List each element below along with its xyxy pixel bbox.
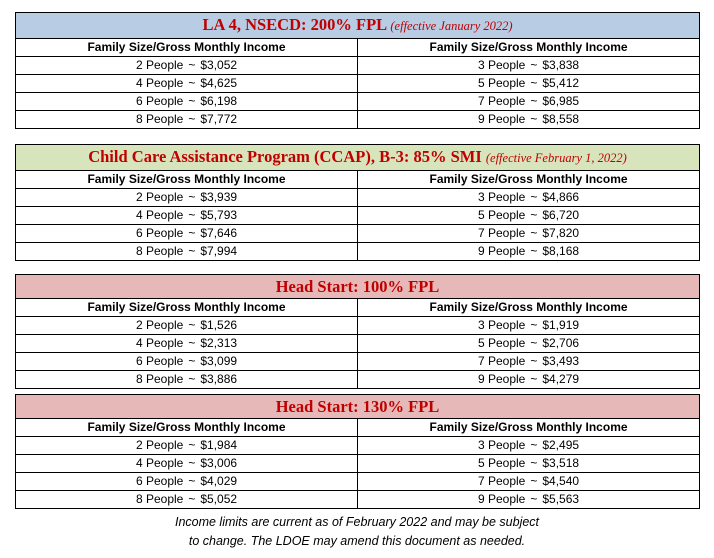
family-size: 6 People	[135, 226, 184, 240]
section-head-start-130	[15, 394, 699, 509]
family-size: 4 People	[135, 456, 184, 470]
tilde-separator: ~	[188, 112, 196, 126]
effective-date: (effective February 1, 2022)	[485, 151, 627, 165]
tilde-separator: ~	[530, 208, 538, 222]
column-header-row	[16, 39, 700, 57]
tilde-separator: ~	[188, 226, 196, 240]
income-amount: $5,052	[200, 492, 238, 506]
right-income-cell	[358, 437, 700, 455]
section-ccap	[15, 144, 699, 261]
tilde-separator: ~	[530, 456, 538, 470]
family-size: 9 People	[477, 492, 526, 506]
right-income-cell	[358, 75, 700, 93]
family-size: 8 People	[135, 112, 184, 126]
income-amount: $8,558	[542, 112, 580, 126]
tilde-separator: ~	[530, 190, 538, 204]
column-header-row	[16, 419, 700, 437]
column-header-left: Family Size/Gross Monthly Income	[16, 299, 358, 317]
income-amount: $1,919	[542, 318, 580, 332]
family-size: 2 People	[135, 58, 184, 72]
income-amount: $6,985	[542, 94, 580, 108]
section-title-row	[16, 275, 700, 299]
section-head-start-100	[15, 274, 699, 389]
tilde-separator: ~	[188, 208, 196, 222]
tilde-separator: ~	[530, 318, 538, 332]
family-size: 5 People	[477, 336, 526, 350]
family-size: 9 People	[477, 244, 526, 258]
family-size: 4 People	[135, 208, 184, 222]
footer-note	[0, 513, 714, 551]
tilde-separator: ~	[188, 94, 196, 108]
tilde-separator: ~	[188, 492, 196, 506]
section-title	[16, 275, 700, 299]
family-size: 6 People	[135, 94, 184, 108]
left-income-cell	[16, 189, 358, 207]
column-header-left: Family Size/Gross Monthly Income	[16, 39, 358, 57]
left-income-cell	[16, 57, 358, 75]
income-amount: $3,838	[542, 58, 580, 72]
family-size: 8 People	[135, 492, 184, 506]
tilde-separator: ~	[188, 336, 196, 350]
income-table	[15, 394, 700, 509]
income-amount: $3,939	[200, 190, 238, 204]
right-income-cell	[358, 57, 700, 75]
column-header-left: Family Size/Gross Monthly Income	[16, 419, 358, 437]
left-income-cell	[16, 437, 358, 455]
family-size: 2 People	[135, 190, 184, 204]
family-size: 5 People	[477, 76, 526, 90]
table-row	[16, 317, 700, 335]
income-amount: $3,493	[542, 354, 580, 368]
right-income-cell	[358, 455, 700, 473]
left-income-cell	[16, 93, 358, 111]
table-row	[16, 207, 700, 225]
income-amount: $2,495	[542, 438, 580, 452]
table-row	[16, 491, 700, 509]
right-income-cell	[358, 335, 700, 353]
tilde-separator: ~	[188, 354, 196, 368]
income-amount: $6,720	[542, 208, 580, 222]
income-amount: $3,099	[200, 354, 238, 368]
family-size: 9 People	[477, 372, 526, 386]
family-size: 7 People	[477, 474, 526, 488]
income-amount: $7,646	[200, 226, 238, 240]
right-income-cell	[358, 207, 700, 225]
tilde-separator: ~	[530, 372, 538, 386]
income-amount: $7,820	[542, 226, 580, 240]
income-amount: $3,052	[200, 58, 238, 72]
column-header-right: Family Size/Gross Monthly Income	[358, 419, 700, 437]
tilde-separator: ~	[188, 76, 196, 90]
tilde-separator: ~	[188, 372, 196, 386]
income-amount: $3,886	[200, 372, 238, 386]
effective-date: (effective January 2022)	[390, 19, 513, 33]
table-row	[16, 437, 700, 455]
tilde-separator: ~	[530, 336, 538, 350]
left-income-cell	[16, 207, 358, 225]
table-row	[16, 473, 700, 491]
tilde-separator: ~	[530, 354, 538, 368]
footer-line-2: to change. The LDOE may amend this document as needed.	[188, 534, 526, 548]
left-income-cell	[16, 371, 358, 389]
family-size: 8 People	[135, 244, 184, 258]
section-title-text: Head Start: 130% FPL	[275, 397, 440, 416]
left-income-cell	[16, 353, 358, 371]
family-size: 5 People	[477, 456, 526, 470]
right-income-cell	[358, 473, 700, 491]
section-title	[16, 13, 700, 39]
section-title-text: LA 4, NSECD: 200% FPL	[202, 15, 387, 34]
table-row	[16, 353, 700, 371]
left-income-cell	[16, 243, 358, 261]
income-table	[15, 144, 700, 261]
right-income-cell	[358, 225, 700, 243]
tilde-separator: ~	[188, 474, 196, 488]
family-size: 4 People	[135, 76, 184, 90]
right-income-cell	[358, 189, 700, 207]
tilde-separator: ~	[530, 474, 538, 488]
section-title-row	[16, 395, 700, 419]
family-size: 9 People	[477, 112, 526, 126]
column-header-right: Family Size/Gross Monthly Income	[358, 171, 700, 189]
family-size: 5 People	[477, 208, 526, 222]
income-amount: $2,706	[542, 336, 580, 350]
income-amount: $6,198	[200, 94, 238, 108]
right-income-cell	[358, 491, 700, 509]
section-title-row	[16, 145, 700, 171]
right-income-cell	[358, 111, 700, 129]
tilde-separator: ~	[530, 438, 538, 452]
income-amount: $5,563	[542, 492, 580, 506]
income-table	[15, 274, 700, 389]
family-size: 6 People	[135, 474, 184, 488]
section-la4-nsecd	[15, 12, 699, 129]
family-size: 6 People	[135, 354, 184, 368]
tilde-separator: ~	[188, 58, 196, 72]
family-size: 3 People	[477, 58, 526, 72]
income-amount: $1,526	[200, 318, 238, 332]
right-income-cell	[358, 93, 700, 111]
left-income-cell	[16, 75, 358, 93]
family-size: 7 People	[477, 226, 526, 240]
column-header-right: Family Size/Gross Monthly Income	[358, 39, 700, 57]
family-size: 8 People	[135, 372, 184, 386]
family-size: 2 People	[135, 318, 184, 332]
tilde-separator: ~	[530, 58, 538, 72]
tilde-separator: ~	[530, 76, 538, 90]
income-amount: $4,625	[200, 76, 238, 90]
income-amount: $4,029	[200, 474, 238, 488]
income-amount: $7,994	[200, 244, 238, 258]
table-row	[16, 371, 700, 389]
section-title-row	[16, 13, 700, 39]
tilde-separator: ~	[530, 94, 538, 108]
left-income-cell	[16, 111, 358, 129]
tilde-separator: ~	[530, 112, 538, 126]
income-table	[15, 12, 700, 129]
left-income-cell	[16, 491, 358, 509]
family-size: 3 People	[477, 318, 526, 332]
column-header-row	[16, 171, 700, 189]
income-amount: $8,168	[542, 244, 580, 258]
tilde-separator: ~	[188, 456, 196, 470]
section-title-text: Head Start: 100% FPL	[275, 277, 440, 296]
left-income-cell	[16, 225, 358, 243]
right-income-cell	[358, 317, 700, 335]
tilde-separator: ~	[188, 244, 196, 258]
table-row	[16, 225, 700, 243]
left-income-cell	[16, 455, 358, 473]
income-amount: $3,518	[542, 456, 580, 470]
family-size: 3 People	[477, 438, 526, 452]
left-income-cell	[16, 335, 358, 353]
right-income-cell	[358, 243, 700, 261]
column-header-left: Family Size/Gross Monthly Income	[16, 171, 358, 189]
tilde-separator: ~	[530, 244, 538, 258]
income-amount: $4,279	[542, 372, 580, 386]
income-amount: $5,793	[200, 208, 238, 222]
tilde-separator: ~	[188, 190, 196, 204]
table-row	[16, 111, 700, 129]
family-size: 7 People	[477, 94, 526, 108]
left-income-cell	[16, 317, 358, 335]
tilde-separator: ~	[530, 492, 538, 506]
footer-line-1: Income limits are current as of February 2022 and may be subject	[174, 515, 540, 529]
left-income-cell	[16, 473, 358, 491]
family-size: 2 People	[135, 438, 184, 452]
income-amount: $5,412	[542, 76, 580, 90]
tilde-separator: ~	[188, 318, 196, 332]
right-income-cell	[358, 371, 700, 389]
table-row	[16, 455, 700, 473]
section-title	[16, 145, 700, 171]
column-header-row	[16, 299, 700, 317]
income-amount: $7,772	[200, 112, 238, 126]
table-row	[16, 189, 700, 207]
section-title	[16, 395, 700, 419]
tilde-separator: ~	[188, 438, 196, 452]
table-row	[16, 93, 700, 111]
table-row	[16, 75, 700, 93]
income-amount: $2,313	[200, 336, 238, 350]
family-size: 4 People	[135, 336, 184, 350]
income-amount: $4,540	[542, 474, 580, 488]
table-row	[16, 57, 700, 75]
family-size: 7 People	[477, 354, 526, 368]
section-title-text: Child Care Assistance Program (CCAP), B-3: 85% SMI	[88, 147, 482, 166]
tilde-separator: ~	[530, 226, 538, 240]
income-amount: $3,006	[200, 456, 238, 470]
right-income-cell	[358, 353, 700, 371]
table-row	[16, 243, 700, 261]
income-amount: $4,866	[542, 190, 580, 204]
table-row	[16, 335, 700, 353]
column-header-right: Family Size/Gross Monthly Income	[358, 299, 700, 317]
income-amount: $1,984	[200, 438, 238, 452]
family-size: 3 People	[477, 190, 526, 204]
